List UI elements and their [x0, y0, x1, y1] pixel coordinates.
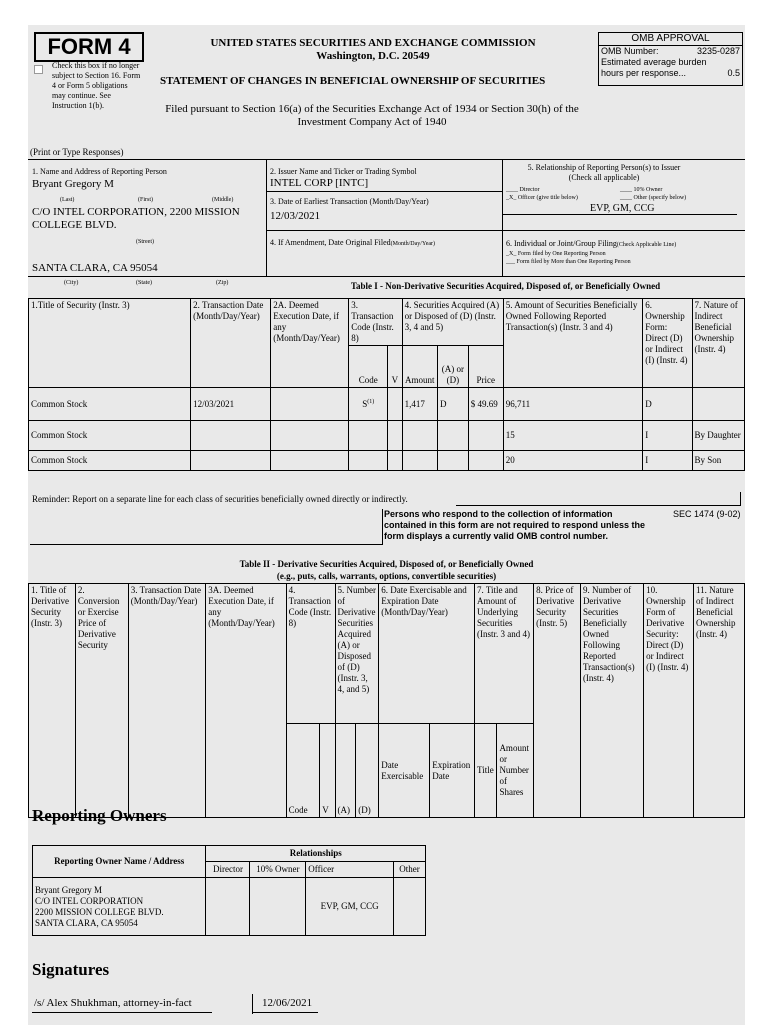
omb-number-label: OMB Number: [601, 46, 659, 56]
t1-r2-code [349, 421, 388, 451]
box1-label: 1. Name and Address of Reporting Person [32, 167, 167, 176]
t2-sub-amount: Amount or Number of Shares [497, 724, 534, 818]
checkbox-instructions: Check this box if no longer subject to Section 16. Form 4 or Form 5 obligations may continue. See Instruction 1(b). [52, 61, 141, 110]
state-label: (State) [136, 280, 152, 286]
t2-h-conversion: 2. Conversion or Exercise Price of Derivative Security [75, 584, 128, 818]
agency-location: Washington, D.C. 20549 [316, 50, 430, 62]
t2-h-deemed: 3A. Deemed Execution Date, if any (Month/Day/Year) [206, 584, 286, 818]
first-label: (First) [138, 197, 153, 203]
t1-r1-deemed [271, 388, 349, 421]
omb-burden-label: Estimated average burden [601, 57, 707, 67]
box4-label [270, 238, 435, 248]
signatures-heading: Signatures [32, 960, 110, 979]
t1-r1-price: $ 49.69 [468, 388, 503, 421]
t1-r2-form: I [643, 421, 692, 451]
omb-approval-box [598, 32, 743, 86]
t1-r1-aord: D [438, 388, 469, 421]
t1-r1-nature [692, 388, 744, 421]
zip-label: (Zip) [216, 280, 229, 286]
ro-owner-line: 2200 MISSION COLLEGE BLVD. [35, 906, 164, 917]
box5-sublabel: (Check all applicable) [568, 173, 640, 182]
signature-name: /s/ Alex Shukhman, attorney-in-fact [34, 997, 192, 1009]
box3-label: 3. Date of Earliest Transaction (Month/Day/Year) [270, 197, 429, 206]
t1-r3-aord [438, 451, 469, 471]
no-longer-subject-checkbox[interactable] [34, 65, 43, 74]
box5-director: ____ Director [506, 187, 540, 193]
table-row [29, 421, 745, 451]
box5-title: 5. Relationship of Reporting Person(s) to Issuer [527, 163, 681, 172]
t2-h-code: 4. Transaction Code (Instr. 8) [286, 584, 335, 724]
box5-ten-pct: ____ 10% Owner [620, 187, 663, 193]
print-note: (Print or Type Responses) [30, 147, 124, 157]
form-4-document [28, 25, 745, 1025]
filed-pursuant-text: Filed pursuant to Section 16(a) of the Securities Exchange Act of 1934 or Section 30(h) of the Investment Company Act of 1940 [165, 103, 579, 128]
t1-h-title: 1.Title of Security (Instr. 3) [29, 299, 191, 388]
t1-h-securities: 4. Securities Acquired (A) or Disposed of (D) (Instr. 3, 4 and 5) [402, 299, 503, 346]
table1-title: Table I - Non-Derivative Securities Acquired, Disposed of, or Beneficially Owned [350, 281, 661, 291]
box6-option-one: _X_ Form filed by One Reporting Person [506, 251, 606, 257]
reporting-person-name: Bryant Gregory M [32, 178, 114, 190]
signature-date: 12/06/2021 [262, 997, 313, 1009]
t1-r1-date: 12/03/2021 [191, 388, 271, 421]
t1-r1-form: D [643, 388, 692, 421]
officer-title: EVP, GM, CCG [590, 203, 655, 214]
box5-other: ____ Other (specify below) [620, 195, 687, 201]
t1-r2-aord [438, 421, 469, 451]
t1-r3-date [191, 451, 271, 471]
form-title: FORM 4 [34, 32, 144, 62]
box6-label-small: (Check Applicable Line) [616, 242, 677, 248]
middle-label: (Middle) [212, 197, 234, 203]
t1-sub-code: Code [349, 346, 388, 388]
box6-label-main: 6. Individual or Joint/Group Filing [506, 239, 617, 248]
t1-sub-aord: (A) or (D) [438, 346, 469, 388]
t2-h-ownership: 10. Ownership Form of Derivative Security: Direct (D) or Indirect (I) (Instr. 4) [644, 584, 694, 818]
ro-officer: EVP, GM, CCG [306, 878, 394, 936]
t2-sub-expiration: Expiration Date [430, 724, 475, 818]
omb-hours-label: hours per response... [601, 68, 687, 78]
t1-sub-price: Price [468, 346, 503, 388]
t2-h-title: 1. Title of Derivative Security (Instr. 3) [29, 584, 76, 818]
box4-label-small: (Month/Day/Year) [390, 241, 436, 247]
table-row [29, 388, 745, 421]
street-label: (Street) [136, 239, 154, 245]
ro-h-ten-pct: 10% Owner [250, 862, 306, 878]
t1-r1-v [388, 388, 402, 421]
reporting-owners-heading: Reporting Owners [32, 806, 167, 825]
t1-h-form: 6. Ownership Form: Direct (D) or Indirect (I) (Instr. 4) [643, 299, 692, 388]
t2-h-number-owned: 9. Number of Derivative Securities Beneficially Owned Following Reported Transaction(s) (Instr. 4) [580, 584, 643, 818]
t1-r3-deemed [271, 451, 349, 471]
reminder-text: Reminder: Report on a separate line for each class of securities beneficially owned directly or indirectly. [32, 494, 408, 504]
t1-sub-amount: Amount [402, 346, 437, 388]
t2-sub-date-exercisable: Date Exercisable [379, 724, 430, 818]
table1-non-derivative [28, 298, 745, 471]
persons-respond-note: Persons who respond to the collection of information contained in this form are not required to respond unless the form displays a currently valid OMB control number. [384, 509, 646, 541]
t1-r3-code [349, 451, 388, 471]
t2-h-underlying: 7. Title and Amount of Underlying Securities (Instr. 3 and 4) [475, 584, 534, 724]
t1-r2-nature: By Daughter [692, 421, 744, 451]
t1-r2-owned: 15 [503, 421, 643, 451]
omb-number-value: 3235-0287 [696, 46, 740, 56]
t1-r3-price [468, 451, 503, 471]
t1-r2-deemed [271, 421, 349, 451]
box2-label: 2. Issuer Name and Ticker or Trading Symbol [270, 167, 417, 176]
reporting-person-address: C/O INTEL CORPORATION, 2200 MISSION COLLEGE BLVD. [32, 206, 240, 231]
t2-sub-title: Title [475, 724, 497, 818]
omb-hours-value: 0.5 [727, 68, 740, 78]
t1-r1-owned: 96,711 [503, 388, 643, 421]
box6-label [506, 239, 676, 249]
issuer-ticker: INTEL CORP [INTC] [270, 177, 369, 189]
reporting-person-city: SANTA CLARA, CA 95054 [32, 262, 158, 274]
table2-title: Table II - Derivative Securities Acquired, Disposed of, or Beneficially Owned [239, 559, 534, 569]
agency-name: UNITED STATES SECURITIES AND EXCHANGE COMMISSION [210, 37, 536, 49]
t2-sub-d: (D) [356, 724, 379, 818]
box5-label [504, 163, 704, 183]
ro-h-director: Director [206, 862, 250, 878]
box4-label-main: 4. If Amendment, Date Original Filed [270, 238, 391, 247]
footnote-1-link[interactable]: (1) [367, 398, 375, 405]
t1-r2-amount [402, 421, 437, 451]
box6-option-more: ___ Form filed by More than One Reporting Person [506, 259, 631, 265]
t1-r2-date [191, 421, 271, 451]
t1-h-nature: 7. Nature of Indirect Beneficial Ownership (Instr. 4) [692, 299, 744, 388]
statement-title: STATEMENT OF CHANGES IN BENEFICIAL OWNERSHIP OF SECURITIES [160, 75, 546, 87]
t1-r3-nature: By Son [692, 451, 744, 471]
t1-r1-code [349, 388, 388, 421]
omb-title: OMB APPROVAL [599, 33, 742, 46]
ro-h-other: Other [394, 862, 426, 878]
ro-owner-name-address [33, 878, 206, 936]
ro-ten-pct [250, 878, 306, 936]
ro-other [394, 878, 426, 936]
t1-h-code: 3. Transaction Code (Instr. 8) [349, 299, 402, 346]
box5-officer: _X_ Officer (give title below) [506, 195, 578, 201]
city-label: (City) [64, 280, 79, 286]
table-row [33, 878, 426, 936]
earliest-transaction-date: 12/03/2021 [270, 210, 321, 222]
t1-r3-v [388, 451, 402, 471]
t1-r1-amount: 1,417 [402, 388, 437, 421]
ro-owner-line: SANTA CLARA, CA 95054 [35, 917, 138, 928]
t2-h-exercisable: 6. Date Exercisable and Expiration Date (Month/Day/Year) [379, 584, 475, 724]
t2-sub-a: (A) [335, 724, 356, 818]
ro-h-officer: Officer [306, 862, 394, 878]
reporting-owners-table [32, 845, 426, 936]
t2-h-date: 3. Transaction Date (Month/Day/Year) [128, 584, 205, 818]
t1-r2-v [388, 421, 402, 451]
table-row [29, 451, 745, 471]
t1-r2-price [468, 421, 503, 451]
t1-r1-title: Common Stock [29, 388, 191, 421]
table2-subtitle: (e.g., puts, calls, warrants, options, convertible securities) [276, 571, 497, 581]
t1-r3-owned: 20 [503, 451, 643, 471]
sec-form-code: SEC 1474 (9-02) [673, 509, 741, 519]
t2-h-number: 5. Number of Derivative Securities Acquired (A) or Disposed of (D) (Instr. 3, 4, and 5) [335, 584, 379, 724]
omb-hours-row [599, 68, 742, 79]
t2-sub-code: Code [286, 724, 320, 818]
t2-h-price: 8. Price of Derivative Security (Instr. 5) [534, 584, 581, 818]
ro-h-relationships: Relationships [206, 846, 426, 862]
ro-owner-line: C/O INTEL CORPORATION [35, 895, 144, 906]
t1-h-deemed: 2A. Deemed Execution Date, if any (Month/Day/Year) [271, 299, 349, 388]
t1-r3-title: Common Stock [29, 451, 191, 471]
t1-sub-v: V [388, 346, 402, 388]
last-label: (Last) [60, 197, 75, 203]
t1-r2-title: Common Stock [29, 421, 191, 451]
t1-r3-form: I [643, 451, 692, 471]
table2-derivative [28, 583, 745, 818]
t1-h-owned: 5. Amount of Securities Beneficially Owned Following Reported Transaction(s) (Instr. 3 and 4) [503, 299, 643, 388]
ro-owner-line: Bryant Gregory M [35, 884, 102, 895]
t2-h-nature: 11. Nature of Indirect Beneficial Ownership (Instr. 4) [693, 584, 744, 818]
t1-r1-code-value: S [362, 398, 368, 409]
ro-h-name: Reporting Owner Name / Address [33, 846, 206, 878]
ro-director [206, 878, 250, 936]
t1-r3-amount [402, 451, 437, 471]
t1-h-date: 2. Transaction Date (Month/Day/Year) [191, 299, 271, 388]
t2-sub-v: V [320, 724, 335, 818]
omb-number-row [599, 46, 742, 57]
